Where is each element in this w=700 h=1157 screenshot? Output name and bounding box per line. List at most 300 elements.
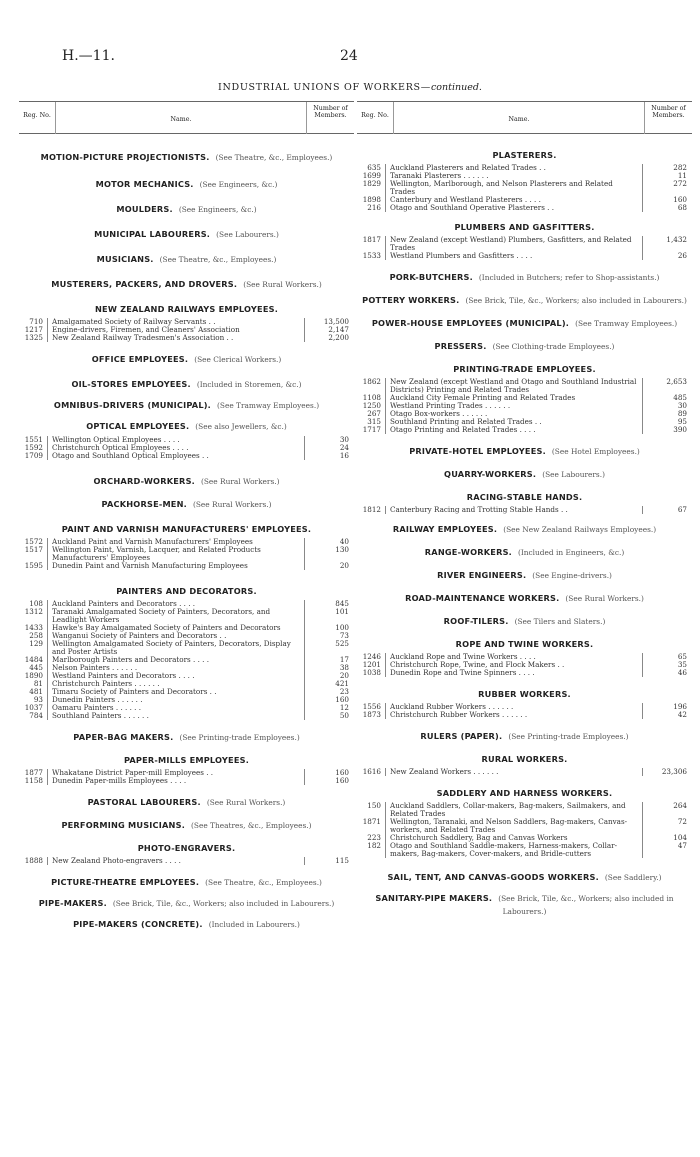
title-main: INDUSTRIAL UNIONS OF WORKERS— xyxy=(218,82,431,93)
section-title: SAIL, TENT, AND CANVAS-GOODS WORKERS. xyxy=(387,872,599,882)
member-count: 73 xyxy=(339,631,349,640)
member-count: 38 xyxy=(339,663,349,672)
reg-number: 1890 xyxy=(24,671,43,680)
reg-number: 129 xyxy=(29,639,43,648)
union-name: Wellington Paint, Varnish, Lacquer, and Related Products Manufacturers' Employees xyxy=(47,546,305,562)
reg-number: 223 xyxy=(367,833,381,842)
section-roof-tilers xyxy=(357,614,692,627)
table-header-right xyxy=(357,101,692,134)
reg-number: 710 xyxy=(29,317,43,326)
union-name: Dunedin Rope and Twine Spinners . . . . xyxy=(385,669,643,677)
section-title: PAINT AND VARNISH MANUFACTURERS' EMPLOYEES. xyxy=(61,524,312,534)
see-note: (See Theatre, &c., Employees.) xyxy=(205,878,322,887)
reg-number: 1217 xyxy=(24,325,43,334)
member-count: 65 xyxy=(677,652,687,661)
see-note: (See Rural Workers.) xyxy=(565,594,644,603)
reg-number: 1250 xyxy=(362,401,381,410)
section-musterers xyxy=(19,277,354,290)
section-range xyxy=(357,545,692,558)
see-note: (See Hotel Employees.) xyxy=(551,447,640,456)
section-road-maintenance xyxy=(357,591,692,604)
section-plasterers xyxy=(357,148,692,160)
see-note: (See Brick, Tile, &c., Workers; also included in Labourers.) xyxy=(112,899,335,908)
union-name: Otago and Southland Saddle-makers, Harness-makers, Collar-makers, Bag-makers, Cover-makers, and Bridle-cutters xyxy=(385,842,643,858)
union-name: Westland Painters and Decorators . . . . xyxy=(47,672,305,680)
member-count: 95 xyxy=(677,417,687,426)
see-note: (See Engineers, &c.) xyxy=(178,205,257,214)
member-count: 160 xyxy=(673,195,687,204)
section-paint-varnish xyxy=(19,522,354,534)
reg-number: 108 xyxy=(29,599,43,608)
member-count: 13,500 xyxy=(323,317,349,326)
union-name: Whakatane District Paper-mill Employees . . xyxy=(47,769,305,777)
reg-number: 1325 xyxy=(24,333,43,342)
union-name: Marlborough Painters and Decorators . . . . xyxy=(47,656,305,664)
section-title: ORCHARD-WORKERS. xyxy=(93,476,195,486)
see-note: (Included in Labourers.) xyxy=(208,920,300,929)
rows-painters xyxy=(19,600,354,720)
reg-number: 1038 xyxy=(362,668,381,677)
member-count: 421 xyxy=(335,679,349,688)
section-title: SANITARY-PIPE MAKERS. xyxy=(375,893,493,903)
union-name: Westland Plumbers and Gasfitters . . . . xyxy=(385,252,643,260)
section-plumbers xyxy=(357,220,692,232)
see-note: (See Saddlery.) xyxy=(604,873,662,882)
section-title: ROOF-TILERS. xyxy=(443,616,509,626)
union-name: Timaru Society of Painters and Decorators . . xyxy=(47,688,305,696)
section-picture-theatre xyxy=(19,875,354,888)
member-count: 46 xyxy=(677,668,687,677)
table-row xyxy=(357,236,692,252)
member-count: 485 xyxy=(673,393,687,402)
section-title: PACKHORSE-MEN. xyxy=(101,499,187,509)
union-name: Taranaki Amalgamated Society of Painters, Decorators, and Leadlight Workers xyxy=(47,608,305,624)
reg-number: 1812 xyxy=(362,505,381,514)
see-note: (See Clothing-trade Employees.) xyxy=(492,342,615,351)
reg-number: 267 xyxy=(367,409,381,418)
see-note: (See Rural Workers.) xyxy=(192,500,272,509)
section-municipal-labourers xyxy=(19,227,354,240)
section-printing-trade xyxy=(357,362,692,374)
name-header: Name. xyxy=(393,102,645,134)
section-sail-tent xyxy=(357,870,692,883)
member-count: 2,200 xyxy=(328,333,349,342)
see-note: (See Tramway Employees.) xyxy=(217,401,320,410)
see-note: (See Labourers.) xyxy=(542,470,605,479)
reg-number: 81 xyxy=(33,679,43,688)
section-optical xyxy=(19,419,354,432)
table-row xyxy=(357,252,692,260)
rows-racing-stable xyxy=(357,506,692,514)
section-title: RANGE-WORKERS. xyxy=(424,547,512,557)
reg-number: 258 xyxy=(29,631,43,640)
see-note: (See Clerical Workers.) xyxy=(194,355,282,364)
rows-saddlery xyxy=(357,802,692,858)
section-performing xyxy=(19,818,354,831)
section-title: PHOTO-ENGRAVERS. xyxy=(137,843,236,853)
member-count: 1,432 xyxy=(666,235,687,244)
members-header: Number of Members. xyxy=(651,105,686,119)
union-name: Canterbury Racing and Trotting Stable Hands . . xyxy=(385,506,643,514)
section-private-hotel xyxy=(357,444,692,457)
see-note: (Included in Engineers, &c.) xyxy=(517,548,625,557)
members-header: Number of Members. xyxy=(313,105,348,119)
section-title: PIPE-MAKERS. xyxy=(38,898,107,908)
reg-number: 1517 xyxy=(24,545,43,554)
title-continued: continued. xyxy=(430,82,482,93)
reg-number: 445 xyxy=(29,663,43,672)
section-packhorse xyxy=(19,497,354,510)
page-number: 24 xyxy=(340,48,358,64)
union-name: Dunedin Paper-mills Employees . . . . xyxy=(47,777,305,785)
name-header: Name. xyxy=(55,102,307,134)
member-count: 100 xyxy=(335,623,349,632)
table-row xyxy=(357,426,692,434)
union-name: Southland Printing and Related Trades . . xyxy=(385,418,643,426)
table-row xyxy=(19,452,354,460)
rows-paint-varnish xyxy=(19,538,354,570)
reg-number: 93 xyxy=(33,695,43,704)
table-row xyxy=(357,506,692,514)
member-count: 11 xyxy=(677,171,687,180)
member-count: 160 xyxy=(335,695,349,704)
member-count: 20 xyxy=(339,561,349,570)
section-title: MUSTERERS, PACKERS, AND DROVERS. xyxy=(51,279,238,289)
union-name: Otago Box-workers . . . . . . xyxy=(385,410,643,418)
union-name: New Zealand Workers . . . . . . xyxy=(385,768,643,776)
section-paper-bag xyxy=(19,730,354,743)
reg-number: 1829 xyxy=(362,179,381,188)
union-name: Taranaki Plasterers . . . . . . xyxy=(385,172,643,180)
section-title: MUNICIPAL LABOURERS. xyxy=(94,229,211,239)
section-oil-stores xyxy=(19,377,354,390)
section-title: OMNIBUS-DRIVERS (MUNICIPAL). xyxy=(53,400,211,410)
table-row xyxy=(19,712,354,720)
right-column xyxy=(357,101,692,917)
section-title: POTTERY WORKERS. xyxy=(362,295,460,305)
section-power-house xyxy=(357,316,692,329)
union-name: Wellington, Marlborough, and Nelson Plasterers and Related Trades xyxy=(385,180,643,196)
union-name: Otago and Southland Optical Employees . . xyxy=(47,452,305,460)
reg-number: 1862 xyxy=(362,377,381,386)
union-name: Canterbury and Westland Plasterers . . . . xyxy=(385,196,643,204)
section-pottery xyxy=(357,293,692,306)
section-pressers xyxy=(357,339,692,352)
see-note: (See Theatre, &c., Employees.) xyxy=(215,153,333,162)
rows-nz-railways xyxy=(19,318,354,342)
reg-number: 1556 xyxy=(362,702,381,711)
table-row xyxy=(357,842,692,858)
reg-number: 1873 xyxy=(362,710,381,719)
section-nz-railways xyxy=(19,302,354,314)
reg-number: 1551 xyxy=(24,435,43,444)
rows-rural xyxy=(357,768,692,776)
member-count: 40 xyxy=(339,537,349,546)
reg-no-header: Reg. No. xyxy=(361,112,389,119)
union-name: Christchurch Painters . . . . . . xyxy=(47,680,305,688)
rows-paper-mills xyxy=(19,769,354,785)
section-title: PRINTING-TRADE EMPLOYEES. xyxy=(453,364,596,374)
member-count: 67 xyxy=(677,505,687,514)
reg-number: 481 xyxy=(29,687,43,696)
union-name: Auckland Painters and Decorators . . . . xyxy=(47,600,305,608)
see-note: (See Brick, Tile, &c., Workers; also included in Labourers.) xyxy=(498,894,674,916)
section-rubber xyxy=(357,687,692,699)
reg-number: 1616 xyxy=(362,767,381,776)
section-title: SADDLERY AND HARNESS WORKERS. xyxy=(436,788,613,798)
section-sanitary-pipe xyxy=(357,891,692,917)
see-note: (See Labourers.) xyxy=(216,230,279,239)
union-name: Wellington Amalgamated Society of Painters, Decorators, Display and Poster Artists xyxy=(47,640,305,656)
see-note: (See Brick, Tile, &c., Workers; also included in Labourers.) xyxy=(465,296,687,305)
section-title: POWER-HOUSE EMPLOYEES (MUNICIPAL). xyxy=(371,318,570,328)
union-name: Dunedin Paint and Varnish Manufacturing Employees xyxy=(47,562,305,570)
member-count: 20 xyxy=(339,671,349,680)
rows-printing-trade xyxy=(357,378,692,434)
section-title: OPTICAL EMPLOYEES. xyxy=(86,421,190,431)
section-omnibus xyxy=(19,398,354,411)
union-name: Christchurch Saddlery, Bag and Canvas Workers xyxy=(385,834,643,842)
member-count: 30 xyxy=(339,435,349,444)
section-title: ROPE AND TWINE WORKERS. xyxy=(455,639,594,649)
table-row xyxy=(19,334,354,342)
see-note: (See Tramway Employees.) xyxy=(575,319,678,328)
member-count: 42 xyxy=(677,710,687,719)
table-row xyxy=(357,768,692,776)
member-count: 525 xyxy=(335,639,349,648)
reg-number: 315 xyxy=(367,417,381,426)
union-name: Dunedin Painters . . . . . . xyxy=(47,696,305,704)
table-row xyxy=(19,857,354,865)
reg-number: 1871 xyxy=(362,817,381,826)
union-name: Amalgamated Society of Railway Servants . . xyxy=(47,318,305,326)
reg-number: 1717 xyxy=(362,425,381,434)
union-name: Auckland Plasterers and Related Trades . . xyxy=(385,164,643,172)
union-name: Auckland Saddlers, Collar-makers, Bag-makers, Sailmakers, and Related Trades xyxy=(385,802,643,818)
reg-number: 1817 xyxy=(362,235,381,244)
section-pipe-concrete xyxy=(19,917,354,930)
reg-number: 1201 xyxy=(362,660,381,669)
reg-number: 784 xyxy=(29,711,43,720)
section-title: MOULDERS. xyxy=(116,204,173,214)
table-row xyxy=(357,669,692,677)
union-name: New Zealand Photo-engravers . . . . xyxy=(47,857,305,865)
member-count: 282 xyxy=(673,163,687,172)
table-row xyxy=(357,711,692,719)
table-row xyxy=(19,777,354,785)
member-count: 26 xyxy=(677,251,687,260)
section-title: OFFICE EMPLOYEES. xyxy=(91,354,189,364)
section-painters xyxy=(19,584,354,596)
union-name: Auckland Paint and Varnish Manufacturers' Employees xyxy=(47,538,305,546)
table-row xyxy=(19,640,354,656)
reg-number: 1158 xyxy=(24,776,43,785)
union-name: Southland Painters . . . . . . xyxy=(47,712,305,720)
union-name: Christchurch Optical Employees . . . . xyxy=(47,444,305,452)
section-title: OIL-STORES EMPLOYEES. xyxy=(71,379,191,389)
reg-number: 1312 xyxy=(24,607,43,616)
member-count: 130 xyxy=(335,545,349,554)
member-count: 264 xyxy=(673,801,687,810)
reg-number: 1888 xyxy=(24,856,43,865)
member-count: 196 xyxy=(673,702,687,711)
see-note: (See also Jewellers, &c.) xyxy=(195,422,287,431)
table-row xyxy=(357,802,692,818)
reg-number: 1246 xyxy=(362,652,381,661)
section-title: RIVER ENGINEERS. xyxy=(437,570,527,580)
reg-number: 1592 xyxy=(24,443,43,452)
member-count: 17 xyxy=(339,655,349,664)
table-header-left xyxy=(19,101,354,134)
table-row xyxy=(357,378,692,394)
see-note: (See Theatres, &c., Employees.) xyxy=(191,821,312,830)
reg-number: 1484 xyxy=(24,655,43,664)
see-note: (See Engine-drivers.) xyxy=(532,571,612,580)
see-note: (See Printing-trade Employees.) xyxy=(179,733,300,742)
section-title: MOTOR MECHANICS. xyxy=(95,179,194,189)
section-title: PLUMBERS AND GASFITTERS. xyxy=(454,222,595,232)
section-motion-picture xyxy=(19,150,354,163)
see-note: (See Rural Workers.) xyxy=(200,477,280,486)
section-rulers xyxy=(357,729,692,742)
section-title: PORK-BUTCHERS. xyxy=(389,272,473,282)
section-pipe-makers xyxy=(19,896,354,909)
reg-number: 1533 xyxy=(362,251,381,260)
member-count: 12 xyxy=(339,703,349,712)
table-row xyxy=(357,818,692,834)
union-name: Westland Printing Trades . . . . . . xyxy=(385,402,643,410)
see-note: (Included in Butchers; refer to Shop-assistants.) xyxy=(478,273,660,282)
section-title: QUARRY-WORKERS. xyxy=(444,469,537,479)
member-count: 30 xyxy=(677,401,687,410)
section-title: PAPER-MILLS EMPLOYEES. xyxy=(123,755,250,765)
rows-plasterers xyxy=(357,164,692,212)
member-count: 2,653 xyxy=(666,377,687,386)
table-row xyxy=(357,180,692,196)
member-count: 23,306 xyxy=(661,767,687,776)
left-column xyxy=(19,101,354,930)
section-title: PRIVATE-HOTEL EMPLOYEES. xyxy=(409,446,546,456)
union-name: New Zealand (except Westland and Otago and Southland Industrial Districts) Printing and Related Trades xyxy=(385,378,643,394)
section-title: PAINTERS AND DECORATORS. xyxy=(116,586,257,596)
member-count: 35 xyxy=(677,660,687,669)
reg-number: 635 xyxy=(367,163,381,172)
table-row xyxy=(357,204,692,212)
member-count: 115 xyxy=(335,856,349,865)
section-racing-stable xyxy=(357,490,692,502)
member-count: 23 xyxy=(339,687,349,696)
section-moulders xyxy=(19,202,354,215)
section-pork-butchers xyxy=(357,270,692,283)
union-name: Wellington Optical Employees . . . . xyxy=(47,436,305,444)
table-row xyxy=(19,546,354,562)
section-title: MOTION-PICTURE PROJECTIONISTS. xyxy=(40,152,210,162)
rows-rubber xyxy=(357,703,692,719)
member-count: 390 xyxy=(673,425,687,434)
section-paper-mills xyxy=(19,753,354,765)
member-count: 89 xyxy=(677,409,687,418)
section-title: PIPE-MAKERS (CONCRETE). xyxy=(73,919,203,929)
see-note: (See New Zealand Railways Employees.) xyxy=(503,525,657,534)
section-pastoral xyxy=(19,795,354,808)
section-river xyxy=(357,568,692,581)
reg-number: 1108 xyxy=(362,393,381,402)
member-count: 50 xyxy=(339,711,349,720)
section-orchard xyxy=(19,474,354,487)
reg-number: 1433 xyxy=(24,623,43,632)
section-title: MUSICIANS. xyxy=(96,254,154,264)
section-rope-twine xyxy=(357,637,692,649)
reg-number: 150 xyxy=(367,801,381,810)
see-note: (See Engineers, &c.) xyxy=(199,180,278,189)
section-title: PICTURE-THEATRE EMPLOYEES. xyxy=(51,877,200,887)
reg-number: 1898 xyxy=(362,195,381,204)
member-count: 16 xyxy=(339,451,349,460)
section-title: PERFORMING MUSICIANS. xyxy=(61,820,185,830)
member-count: 101 xyxy=(335,607,349,616)
member-count: 2,147 xyxy=(328,325,349,334)
union-name: Auckland Rubber Workers . . . . . . xyxy=(385,703,643,711)
union-name: Nelson Painters . . . . . . xyxy=(47,664,305,672)
union-name: New Zealand Railway Tradesmen's Association . . xyxy=(47,334,305,342)
reg-number: 1037 xyxy=(24,703,43,712)
reg-number: 1572 xyxy=(24,537,43,546)
union-name: Otago and Southland Operative Plasterers . . xyxy=(385,204,643,212)
member-count: 47 xyxy=(677,841,687,850)
union-name: Wellington, Taranaki, and Nelson Saddlers, Bag-makers, Canvas-workers, and Related Trades xyxy=(385,818,643,834)
see-note: (See Rural Workers.) xyxy=(206,798,286,807)
see-note: (See Printing-trade Employees.) xyxy=(508,732,629,741)
rows-rope-twine xyxy=(357,653,692,677)
section-title: RAILWAY EMPLOYEES. xyxy=(392,524,498,534)
reg-number: 216 xyxy=(367,203,381,212)
union-name: Christchurch Rope, Twine, and Flock Makers . . xyxy=(385,661,643,669)
page-title xyxy=(0,82,700,93)
section-photo-engravers xyxy=(19,841,354,853)
see-note: (See Tilers and Slaters.) xyxy=(514,617,606,626)
section-quarry xyxy=(357,467,692,480)
member-count: 845 xyxy=(335,599,349,608)
section-title: PRESSERS. xyxy=(434,341,487,351)
section-title: RURAL WORKERS. xyxy=(481,754,568,764)
reg-number: 182 xyxy=(367,841,381,850)
member-count: 104 xyxy=(673,833,687,842)
section-title: RACING-STABLE HANDS. xyxy=(466,492,583,502)
union-name: Auckland City Female Printing and Related Trades xyxy=(385,394,643,402)
union-name: Engine-drivers, Firemen, and Cleaners' Association xyxy=(47,326,305,334)
union-name: Oamaru Painters . . . . . . xyxy=(47,704,305,712)
section-office xyxy=(19,352,354,365)
union-name: New Zealand (except Westland) Plumbers, Gasfitters, and Related Trades xyxy=(385,236,643,252)
union-name: Hawke's Bay Amalgamated Society of Painters and Decorators xyxy=(47,624,305,632)
union-name: Wanganui Society of Painters and Decorators . . xyxy=(47,632,305,640)
reg-number: 1595 xyxy=(24,561,43,570)
rows-optical xyxy=(19,436,354,460)
section-title: PAPER-BAG MAKERS. xyxy=(73,732,174,742)
member-count: 68 xyxy=(677,203,687,212)
section-rural xyxy=(357,752,692,764)
member-count: 24 xyxy=(339,443,349,452)
member-count: 160 xyxy=(335,776,349,785)
section-title: ROAD-MAINTENANCE WORKERS. xyxy=(405,593,560,603)
rows-photo-engravers xyxy=(19,857,354,865)
member-count: 160 xyxy=(335,768,349,777)
reg-number: 1877 xyxy=(24,768,43,777)
member-count: 72 xyxy=(677,817,687,826)
section-motor-mechanics xyxy=(19,177,354,190)
member-count: 272 xyxy=(673,179,687,188)
section-title: PLASTERERS. xyxy=(492,150,557,160)
